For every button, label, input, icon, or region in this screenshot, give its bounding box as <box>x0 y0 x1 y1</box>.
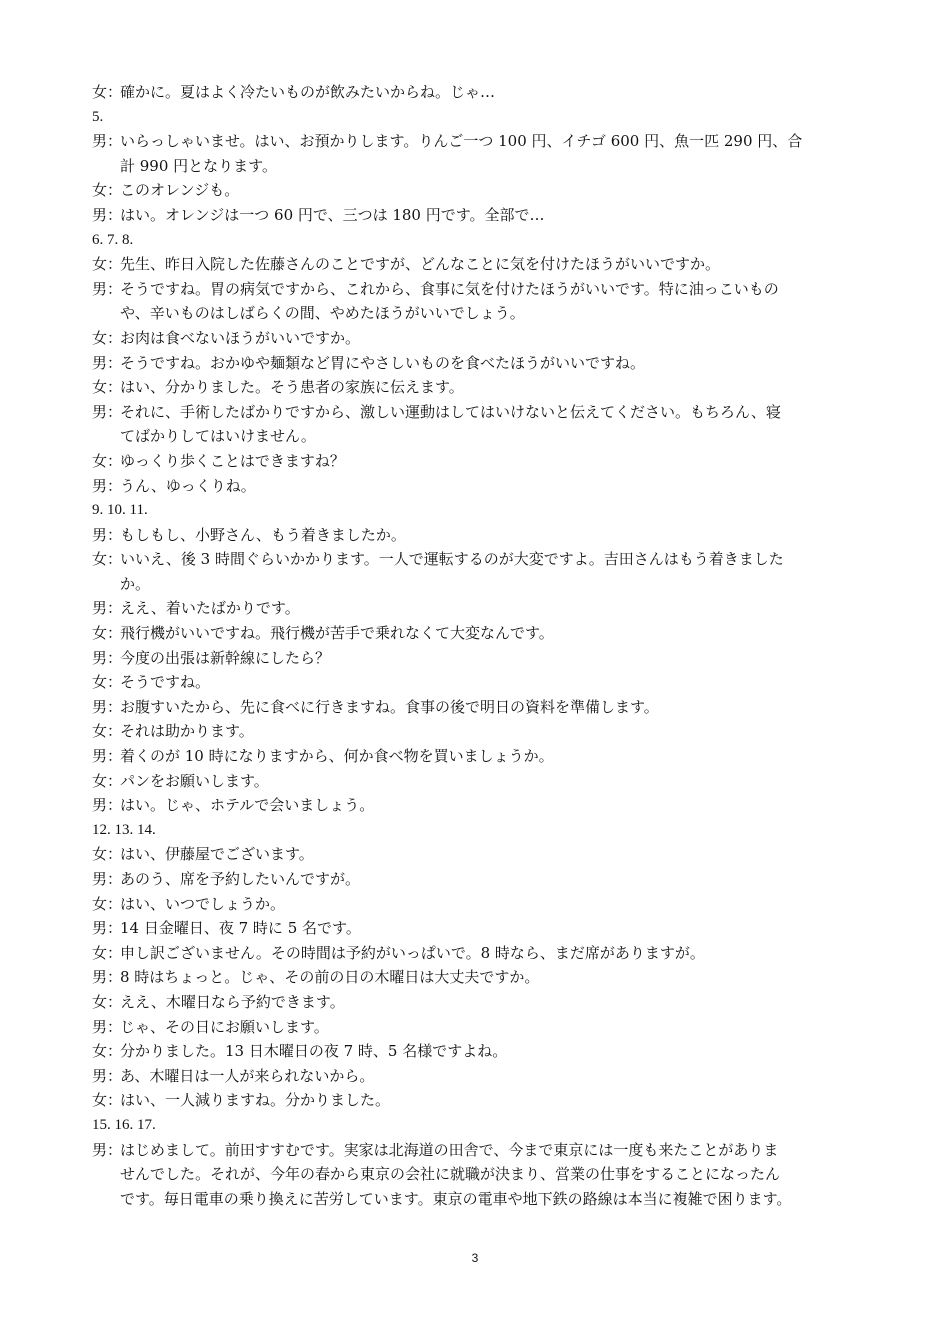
dialogue-line <box>92 1088 860 1113</box>
speaker-label: 男： <box>92 648 123 667</box>
dialogue-text: 今度の出張は新幹線にしたら？ <box>120 648 331 667</box>
dialogue-line <box>92 277 860 302</box>
dialogue-text: ええ、木曜日なら予約できます。 <box>120 992 345 1011</box>
dialogue-text: お腹すいたから、先に食べに行きますね。食事の後で明日の資料を準備します。 <box>120 697 659 716</box>
dialogue-continuation: や、辛いものはしばらくの間、やめたほうがいいでしょう。 <box>120 304 525 323</box>
speaker-label: 女： <box>92 624 123 643</box>
dialogue-continuation: か。 <box>120 574 151 593</box>
dialogue-text: 着くのが 10 時になりますから、何か食べ物を買いましょうか。 <box>120 747 554 766</box>
speaker-label: 女： <box>92 722 123 741</box>
dialogue-text: はい、一人減りますね。分かりました。 <box>120 1091 391 1110</box>
dialogue-text: 申し訳ございません。その時間は予約がいっぱいで。8 時なら、まだ席がありますが。 <box>120 943 705 962</box>
section-number: 5. <box>92 108 104 125</box>
dialogue-text: 分かりました。13 日木曜日の夜 7 時、5 名様ですよね。 <box>120 1042 508 1061</box>
speaker-label: 男： <box>92 1017 123 1036</box>
speaker-label: 男： <box>92 132 123 151</box>
speaker-label: 男： <box>92 919 123 938</box>
dialogue-text: 確かに。夏はよく冷たいものが飲みたいからね。じゃ… <box>120 83 496 101</box>
dialogue-line <box>92 523 860 548</box>
dialogue-line <box>92 1015 860 1040</box>
dialogue-line <box>92 1138 860 1163</box>
speaker-label: 女： <box>92 328 123 347</box>
dialogue-line <box>92 375 860 400</box>
speaker-label: 女： <box>92 845 123 864</box>
dialogue-line <box>92 400 860 425</box>
dialogue-text: いいえ、後 3 時間ぐらいかかります。一人で運転するのが大変ですよ。吉田さんはもう着きました <box>120 550 784 569</box>
dialogue-line <box>92 621 860 646</box>
speaker-label: 男： <box>92 1066 123 1085</box>
page-number: 3 <box>471 1251 479 1265</box>
speaker-label: 男： <box>92 279 123 298</box>
dialogue-line <box>92 695 860 720</box>
section-number: 9. 10. 11. <box>92 502 148 519</box>
speaker-label: 女： <box>92 451 123 470</box>
dialogue-text: ええ、着いたばかりです。 <box>120 599 300 618</box>
dialogue-text: お肉は食べないほうがいいですか。 <box>120 328 361 347</box>
speaker-label: 男： <box>92 525 123 544</box>
speaker-label: 男： <box>92 205 123 224</box>
dialogue-text: いらっしゃいませ。はい、お預かりします。りんご一つ 100 円、イチゴ 600 円、魚一匹 290 円、合 <box>120 132 803 151</box>
speaker-label: 男： <box>92 353 123 372</box>
speaker-label: 男： <box>92 402 123 421</box>
speaker-label: 女： <box>92 894 123 913</box>
speaker-label: 男： <box>92 1140 123 1159</box>
dialogue-text: それは助かります。 <box>120 722 254 741</box>
dialogue-line <box>92 892 860 917</box>
dialogue-line <box>92 670 860 695</box>
dialogue-line <box>92 326 860 351</box>
speaker-label: 男： <box>92 476 123 495</box>
dialogue-continuation: せんでした。それが、今年の春から東京の会社に就職が決まり、営業の仕事をすることになったん <box>120 1165 781 1184</box>
section-number: 12. 13. 14. <box>92 821 156 838</box>
dialogue-text: このオレンジも。 <box>120 181 240 200</box>
dialogue-line <box>92 1039 860 1064</box>
speaker-label: 女： <box>92 181 123 200</box>
dialogue-line <box>92 769 860 794</box>
speaker-label: 男： <box>92 968 123 987</box>
dialogue-line <box>92 867 860 892</box>
speaker-label: 男： <box>92 697 123 716</box>
dialogue-continuation: てばかりしてはいけません。 <box>120 427 316 446</box>
dialogue-text: うん、ゆっくりね。 <box>120 476 256 495</box>
dialogue-continuation: 計 990 円となります。 <box>120 156 277 175</box>
dialogue-text: はい、いつでしょうか。 <box>120 894 286 913</box>
dialogue-text: そうですね。 <box>120 673 211 692</box>
section-number: 15. 16. 17. <box>92 1116 156 1133</box>
dialogue-line <box>92 719 860 744</box>
dialogue-line <box>92 351 860 376</box>
dialogue-text: じゃ、その日にお願いします。 <box>120 1017 329 1036</box>
dialogue-line <box>92 129 860 154</box>
speaker-label: 女： <box>92 83 123 101</box>
dialogue-text: はい。オレンジは一つ 60 円で、三つは 180 円です。全部で… <box>120 205 545 224</box>
speaker-label: 女： <box>92 550 123 569</box>
speaker-label: 女： <box>92 255 123 274</box>
speaker-label: 女： <box>92 378 123 397</box>
transcript <box>92 80 860 1211</box>
speaker-label: 男： <box>92 870 123 888</box>
dialogue-text: あ、木曜日は一人が来られないから。 <box>120 1066 375 1085</box>
dialogue-line <box>92 744 860 769</box>
dialogue-line <box>92 990 860 1015</box>
dialogue-line <box>92 178 860 203</box>
section-number: 6. 7. 8. <box>92 231 134 248</box>
speaker-label: 女： <box>92 1042 123 1061</box>
dialogue-text: そうですね。胃の病気ですから、これから、食事に気を付けたほうがいいです。特に油っこいもの <box>120 279 779 298</box>
dialogue-line <box>92 547 860 572</box>
dialogue-text: はい、伊藤屋でございます。 <box>120 845 314 864</box>
speaker-label: 男： <box>92 747 123 766</box>
dialogue-line <box>92 252 860 277</box>
speaker-label: 女： <box>92 992 123 1011</box>
dialogue-line <box>92 793 860 818</box>
dialogue-continuation: です。毎日電車の乗り換えに苦労しています。東京の電車や地下鉄の路線は本当に複雑で困ります。 <box>120 1189 792 1208</box>
dialogue-text: あのう、席を予約したいんですが。 <box>120 870 361 888</box>
dialogue-text: はい、分かりました。そう患者の家族に伝えます。 <box>120 378 464 397</box>
dialogue-line <box>92 646 860 671</box>
speaker-label: 女： <box>92 673 123 692</box>
speaker-label: 女： <box>92 1091 123 1110</box>
dialogue-line <box>92 449 860 474</box>
dialogue-line <box>92 941 860 966</box>
dialogue-text: それに、手術したばかりですから、激しい運動はしてはいけないと伝えてください。もちろん、寝 <box>120 402 781 421</box>
dialogue-line <box>92 1064 860 1089</box>
dialogue-text: そうですね。おかゆや麺類など胃にやさしいものを食べたほうがいいですね。 <box>120 353 646 372</box>
dialogue-text: はじめまして。前田すすむです。実家は北海道の田舎で、今まで東京には一度も来たことがありま <box>120 1140 779 1159</box>
dialogue-line <box>92 80 860 105</box>
dialogue-line <box>92 596 860 621</box>
dialogue-text: ゆっくり歩くことはできますね？ <box>120 451 345 470</box>
dialogue-text: 14 日金曜日、夜 7 時に 5 名です。 <box>120 919 361 938</box>
dialogue-text: パンをお願いします。 <box>120 771 269 790</box>
dialogue-text: 8 時はちょっと。じゃ、その前の日の木曜日は大丈夫ですか。 <box>120 968 540 987</box>
dialogue-line <box>92 842 860 867</box>
dialogue-text: 先生、昨日入院した佐藤さんのことですが、どんなことに気を付けたほうがいいですか。 <box>120 255 721 274</box>
dialogue-line <box>92 965 860 990</box>
speaker-label: 女： <box>92 771 123 790</box>
dialogue-line <box>92 916 860 941</box>
speaker-label: 女： <box>92 943 123 962</box>
speaker-label: 男： <box>92 796 123 815</box>
speaker-label: 男： <box>92 599 123 618</box>
dialogue-line <box>92 474 860 499</box>
dialogue-text: 飛行機がいいですね。飛行機が苦手で乗れなくて大変なんです。 <box>120 624 554 643</box>
dialogue-text: はい。じゃ、ホテルで会いましょう。 <box>120 796 375 815</box>
dialogue-line <box>92 203 860 228</box>
dialogue-text: もしもし、小野さん、もう着きましたか。 <box>120 525 406 544</box>
